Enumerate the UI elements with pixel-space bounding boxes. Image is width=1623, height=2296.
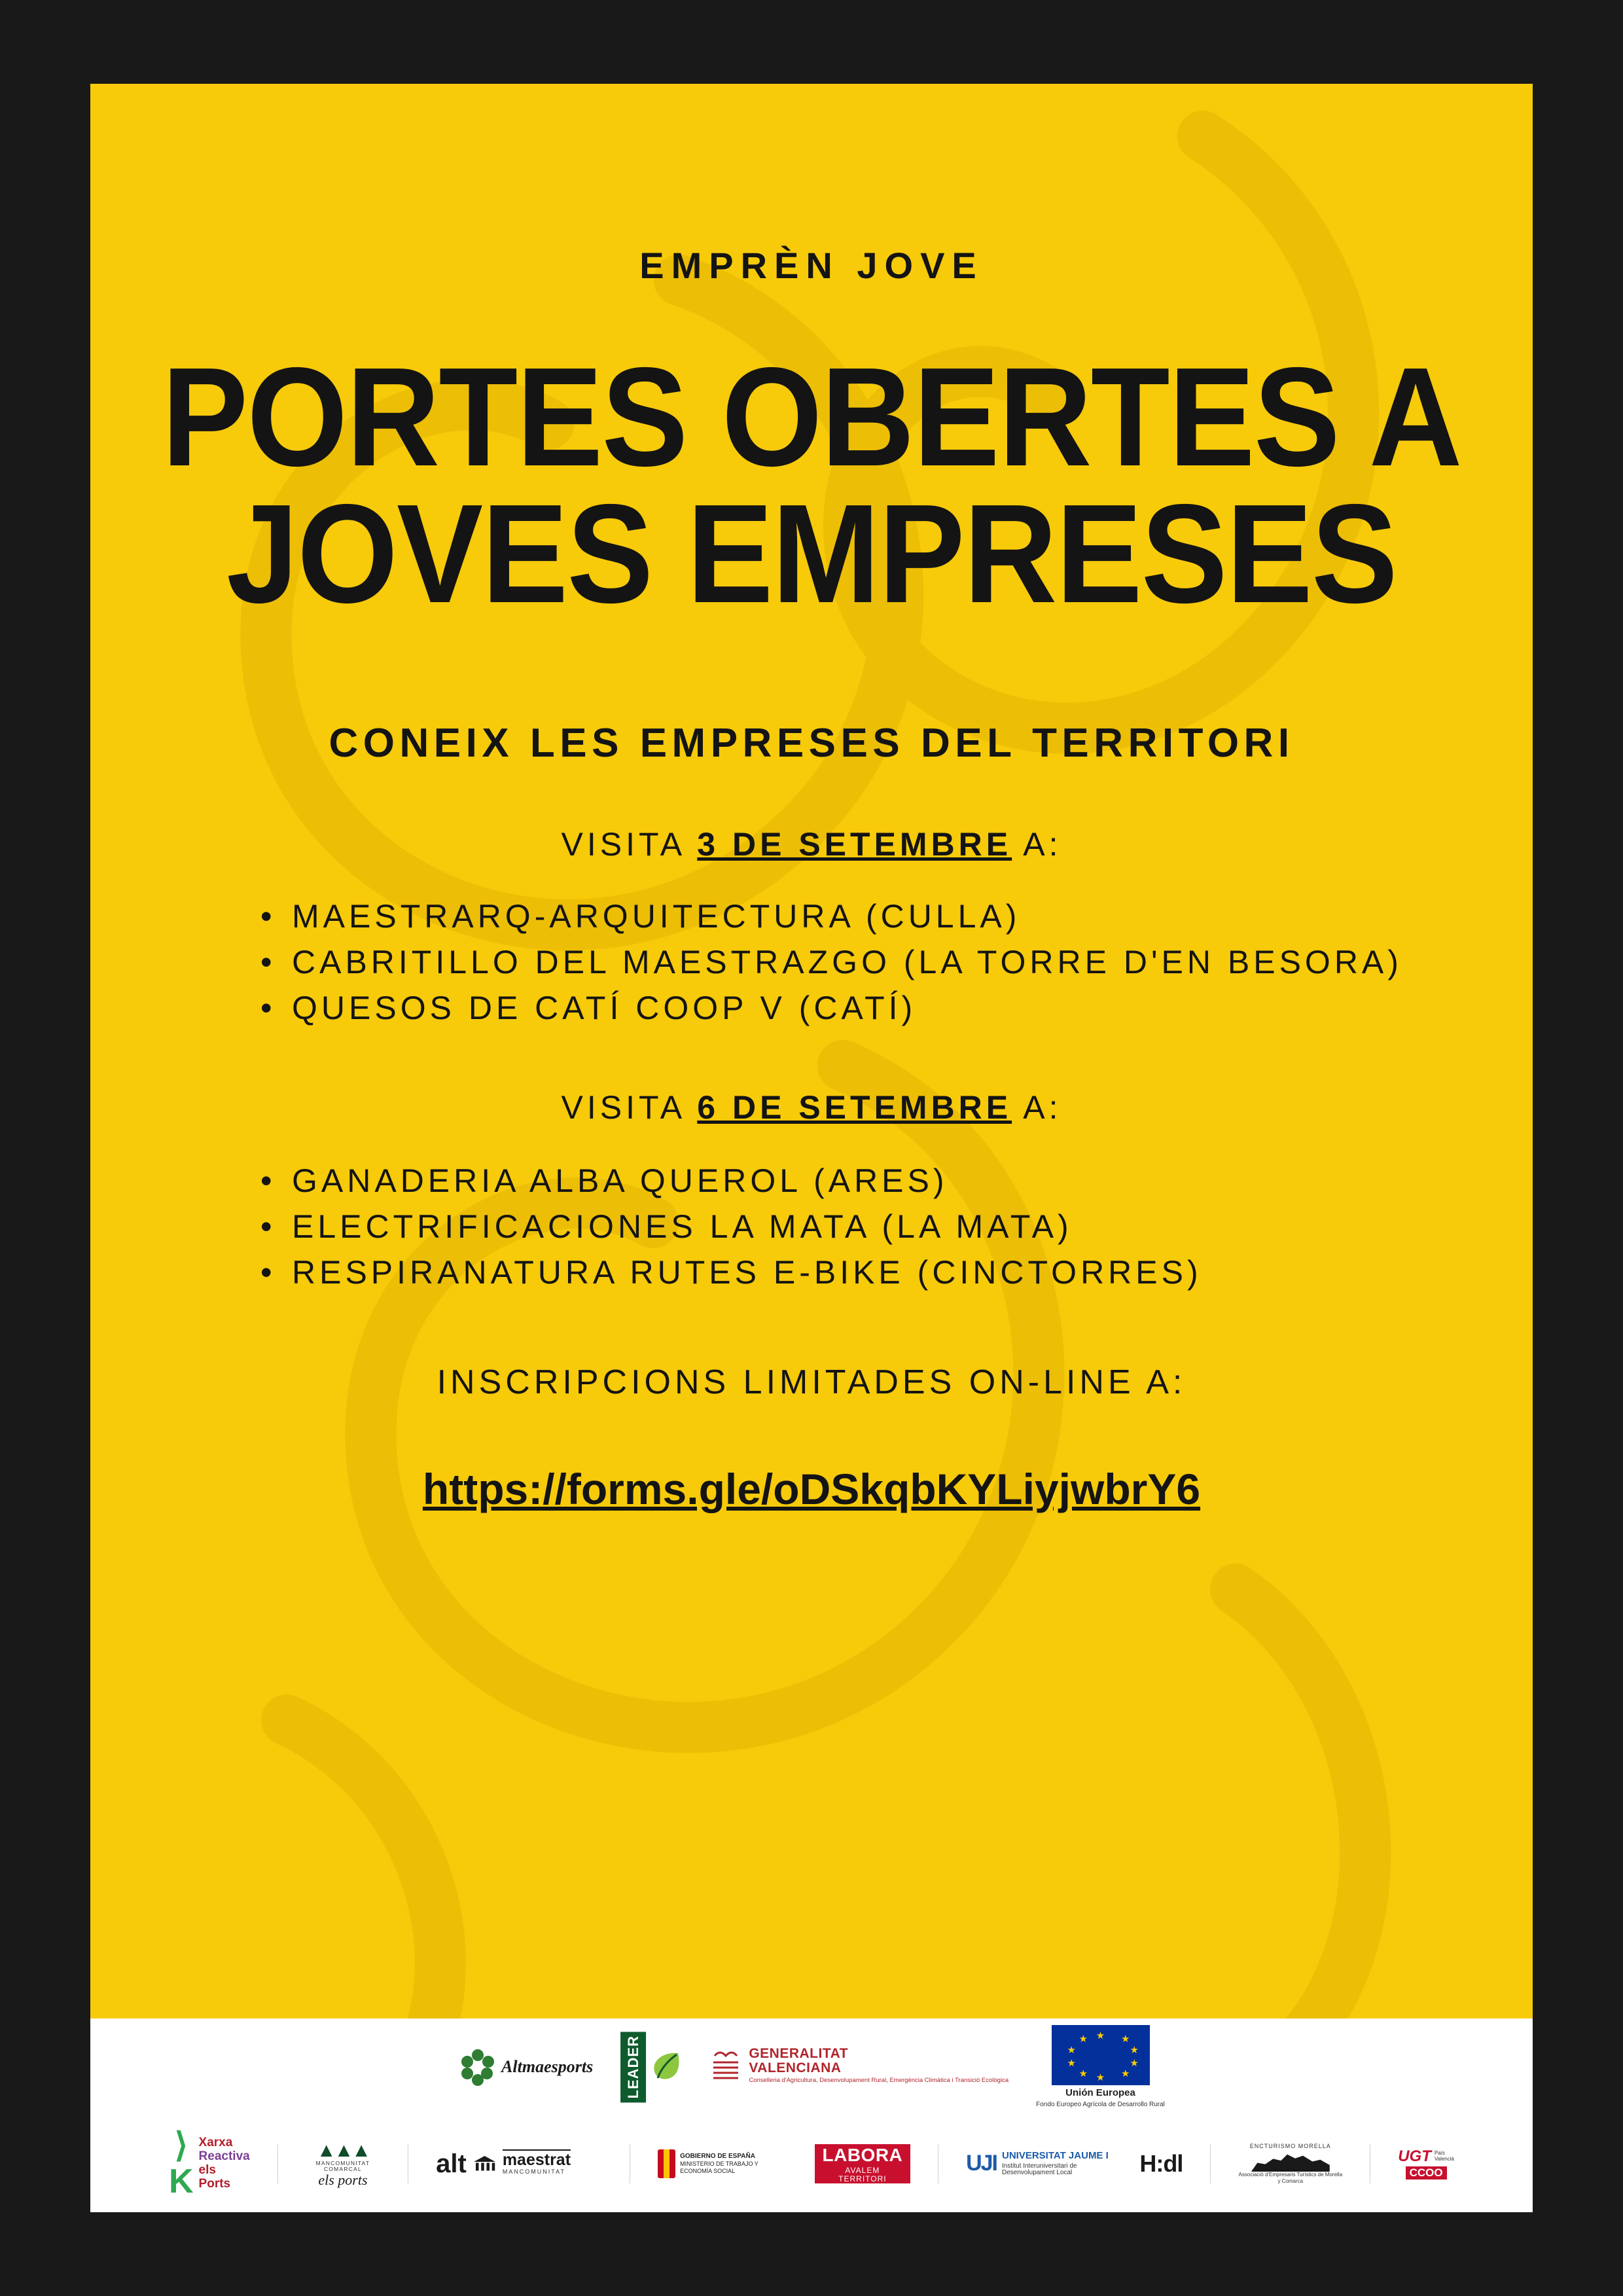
spain-coat-of-arms-icon — [658, 2149, 675, 2178]
logo-leader-label: LEADER — [620, 2032, 646, 2102]
logo-xarxa-line1: Xarxa — [198, 2136, 233, 2150]
inscriptions-text: INSCRIPCIONS LIMITADES ON-LINE A: — [437, 1363, 1186, 1402]
building-icon — [472, 2151, 497, 2177]
registration-form-link[interactable]: https://forms.gle/oDSkqbKYLiyjwbrY6 — [422, 1465, 1201, 1514]
logo-xarxa-reactiva-els-ports — [169, 2128, 250, 2199]
visit-date-heading-2 — [90, 1088, 1533, 1126]
logo-ccoo-title: CCOO — [1406, 2166, 1447, 2179]
logo-ugt-ccoo — [1398, 2148, 1454, 2179]
visit-list-2 — [260, 1159, 1465, 1294]
logo-gva-line2: VALENCIANA — [749, 2060, 842, 2076]
visit-date-heading-1 — [90, 825, 1533, 863]
logo-eu-subtitle: Fondo Europeo Agrícola de Desarrollo Rural — [1036, 2101, 1165, 2109]
leaf-cluster-icon — [458, 2047, 497, 2087]
mountains-icon: ▲▲▲ — [316, 2139, 369, 2161]
list-item: • CABRITILLO DEL MAESTRAZGO (LA TORRE D'EN BESORA) — [260, 941, 1438, 984]
logo-gob-line2: MINISTERIO DE TRABAJO Y ECONOMÍA SOCIAL — [680, 2161, 758, 2175]
logo-xarxa-line2: Reactiva — [198, 2149, 250, 2164]
logo-labora-subtitle: AVALEM TERRITORI — [815, 2166, 911, 2183]
visit-suffix-1: A: — [1012, 826, 1062, 863]
uji-mark-icon: UJI — [966, 2151, 997, 2176]
logo-elsports-line1: MANCOMUNITAT COMARCAL — [315, 2160, 370, 2173]
gva-crest-icon — [708, 2047, 743, 2087]
page-title — [148, 338, 1475, 632]
eu-flag-icon: ★ ★ ★ ★ ★ ★ ★ ★ ★ ★ — [1052, 2025, 1150, 2085]
logo-mancomunitat-els-ports — [306, 2140, 381, 2187]
sponsor-logos-footer — [90, 2018, 1533, 2212]
visit-date-1: 3 DE SETEMBRE — [697, 826, 1012, 863]
visit-prefix-1: VISITA — [561, 826, 698, 863]
morella-skyline-icon — [1251, 2149, 1330, 2172]
logo-labora — [815, 2144, 911, 2184]
logo-uji-title: UNIVERSITAT JAUME I — [1001, 2150, 1109, 2162]
logo-row-1 — [90, 2018, 1533, 2115]
logo-morella-caption: Associació d'Empresaris Turístics de Morella y Comarca — [1238, 2172, 1343, 2184]
list-item: • GANADERIA ALBA QUEROL (ARES) — [260, 1159, 1465, 1202]
logo-leader — [620, 2032, 681, 2102]
xarxa-mark-icon: ⟩K — [169, 2126, 194, 2200]
divider — [277, 2144, 278, 2183]
logo-altmaesports — [458, 2047, 593, 2087]
logo-hdl: H:dl — [1139, 2150, 1183, 2178]
logo-universitat-jaume-i — [966, 2151, 1112, 2177]
logo-uji-subtitle: Institut Interuniversitari de Desenvolupament Local — [1001, 2162, 1077, 2177]
logo-generalitat-valenciana — [708, 2047, 1008, 2087]
logo-ugt-subtitle: País Valencià — [1434, 2149, 1454, 2162]
list-item: • MAESTRARQ-ARQUITECTURA (CULLA) — [260, 895, 1438, 938]
list-item: • RESPIRANATURA RUTES E-BIKE (CINCTORRES) — [260, 1251, 1465, 1294]
visit-prefix-2: VISITA — [561, 1089, 698, 1126]
list-item: • ELECTRIFICACIONES LA MATA (LA MATA) — [260, 1205, 1465, 1248]
logo-eu-title: Unión Europea — [1065, 2087, 1135, 2099]
poster — [90, 84, 1533, 2212]
visit-list-1 — [260, 895, 1438, 1030]
headline-line-2: JOVES EMPRESES — [226, 474, 1397, 632]
divider — [1210, 2144, 1211, 2183]
leaf-icon — [651, 2049, 681, 2085]
visit-suffix-2: A: — [1012, 1089, 1062, 1126]
logo-gobierno-de-espana — [658, 2149, 787, 2178]
logo-alt-maestrat-mancomunitat — [436, 2150, 602, 2178]
logo-xarxa-line3: els Ports — [198, 2163, 231, 2191]
eyebrow-text: EMPRÈN JOVE — [639, 245, 984, 286]
logo-altmaestrat-alt: alt — [436, 2149, 467, 2178]
logo-elsports-line2: els ports — [318, 2172, 368, 2189]
list-item: • QUESOS DE CATÍ COOP V (CATÍ) — [260, 986, 1438, 1030]
logo-ugt-title: UGT — [1398, 2147, 1431, 2165]
subheading: CONEIX LES EMPRESES DEL TERRITORI — [329, 721, 1294, 766]
logo-altmaestrat-maestrat: maestrat — [502, 2151, 571, 2170]
logo-morella-top: ENCTURISMO MORELLA — [1249, 2142, 1331, 2149]
logo-gob-line1: GOBIERNO DE ESPAÑA — [680, 2152, 755, 2160]
headline-line-1: PORTES OBERTES A — [162, 338, 1461, 495]
logo-labora-title: LABORA — [815, 2144, 911, 2166]
logo-gva-conselleria: Conselleria d'Agricultura, Desenvolupament Rural, Emergència Climàtica i Transició Ecològica — [749, 2077, 1009, 2085]
logo-union-europea — [1036, 2025, 1165, 2108]
logo-gva-line1: GENERALITAT — [749, 2046, 849, 2061]
logo-altmaesports-label: Altmaesports — [501, 2057, 594, 2077]
visit-date-2: 6 DE SETEMBRE — [697, 1089, 1012, 1126]
logo-altmaestrat-mancomunitat: MANCOMUNITAT — [502, 2168, 565, 2176]
logo-empresarios-turisticos-morella — [1238, 2144, 1342, 2185]
logo-row-2 — [90, 2115, 1533, 2212]
